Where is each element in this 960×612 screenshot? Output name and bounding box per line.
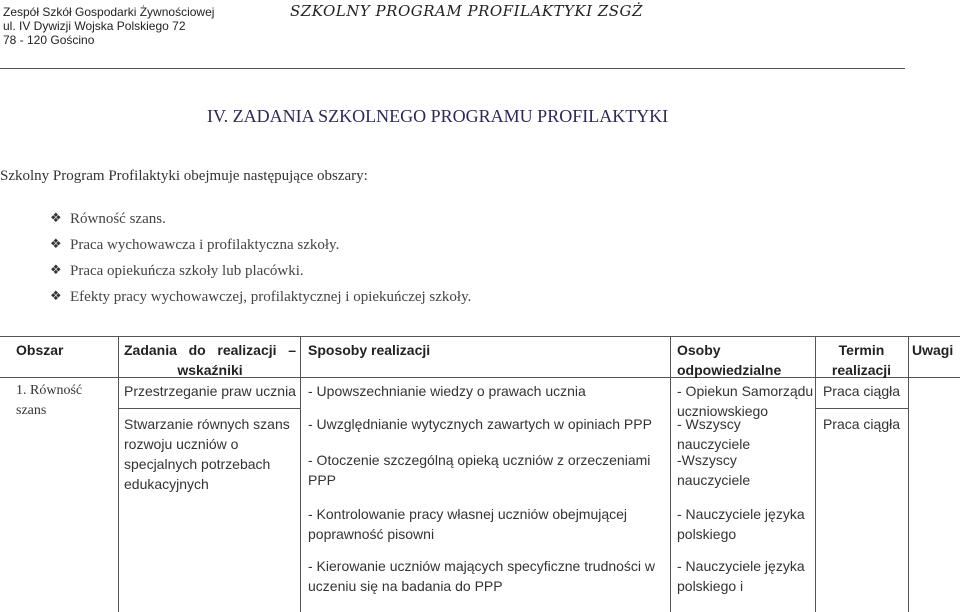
column-divider <box>300 336 301 612</box>
method-item: - Otoczenie szczególną opieką uczniów z orzeczeniami <box>308 452 651 468</box>
column-divider <box>908 336 909 612</box>
method-item: - Upowszechnianie wiedzy o prawach ucznia <box>308 383 586 399</box>
diamond-bullet-icon: ❖ <box>50 289 62 304</box>
diamond-bullet-icon: ❖ <box>50 237 62 252</box>
section-heading: IV. ZADANIA SZKOLNEGO PROGRAMU PROFILAKTYKI <box>207 106 669 126</box>
list-item: ❖ Efekty pracy wychowawczej, profilaktycznej i opiekuńczej szkoły. <box>50 286 471 312</box>
list-item: ❖ Równość szans. <box>50 208 471 234</box>
area-name: 1. Równość <box>16 383 83 398</box>
intro-text: Szkolny Program Profilaktyki obejmuje następujące obszary: <box>0 168 368 184</box>
responsible-item: - Nauczyciele języka <box>677 506 805 522</box>
program-title: SZKOLNY PROGRAM PROFILAKTYKI ZSGŻ <box>290 2 643 20</box>
row-divider <box>815 408 908 409</box>
header-termin-line2: realizacji <box>831 362 892 378</box>
header-termin: Termin <box>838 342 885 358</box>
task-item: Stwarzanie równych szans <box>124 416 290 432</box>
list-item: ❖ Praca opiekuńcza szkoły lub placówki. <box>50 260 471 286</box>
row-divider <box>118 408 300 409</box>
list-item: ❖ Praca wychowawcza i profilaktyczna szkoły. <box>50 234 471 260</box>
area-name-line2: szans <box>16 403 47 418</box>
responsible-item: - Opiekun Samorządu <box>677 383 814 399</box>
task-item-line: edukacyjnych <box>124 476 209 492</box>
responsible-item-line: polskiego <box>677 526 737 542</box>
task-item-line: specjalnych potrzebach <box>124 456 271 472</box>
diamond-bullet-icon: ❖ <box>50 211 62 226</box>
task-item-line: rozwoju uczniów o <box>124 436 239 452</box>
header-sposoby: Sposoby realizacji <box>308 342 431 358</box>
table-top-border <box>0 336 960 337</box>
method-item: - Kierowanie uczniów mających specyficzne trudności w <box>308 558 656 574</box>
school-name: Zespół Szkół Gospodarki Żywnościowej <box>3 5 215 19</box>
responsible-item: - Wszyscy <box>677 416 741 432</box>
header-obszar: Obszar <box>16 342 64 358</box>
responsible-item-line: uczniowskiego <box>677 403 769 419</box>
responsible-item: -Wszyscy <box>677 452 737 468</box>
responsible-item-line: polskiego i <box>677 578 744 594</box>
responsible-item-line: nauczyciele <box>677 472 751 488</box>
header-zadania: Zadania do realizacji – <box>124 342 296 358</box>
column-divider <box>670 336 671 612</box>
method-item: - Uwzględnianie wytycznych zawartych w opiniach PPP <box>308 416 652 432</box>
method-item: - Kontrolowanie pracy własnej uczniów obejmującej <box>308 506 628 522</box>
method-item-line: uczeniu się na badania do PPP <box>308 578 503 594</box>
school-street: ul. IV Dywizji Wojska Polskiego 72 <box>3 19 186 33</box>
header-osoby: Osoby <box>677 342 721 358</box>
header-zadania-line2: wskaźniki <box>177 362 243 378</box>
responsible-item: - Nauczyciele języka <box>677 558 805 574</box>
task-item: Przestrzeganie praw ucznia <box>124 383 296 399</box>
method-item-line: PPP <box>308 472 337 488</box>
deadline-item: Praca ciągła <box>822 383 901 399</box>
diamond-bullet-icon: ❖ <box>50 263 62 278</box>
deadline-item: Praca ciągła <box>822 416 901 432</box>
school-city: 78 - 120 Gościno <box>3 33 95 47</box>
column-divider <box>118 336 119 612</box>
responsible-item-line: nauczyciele <box>677 436 751 452</box>
method-item-line: poprawność pisowni <box>308 526 435 542</box>
header-osoby-line2: odpowiedzialne <box>677 362 782 378</box>
header-uwagi: Uwagi <box>912 342 954 358</box>
